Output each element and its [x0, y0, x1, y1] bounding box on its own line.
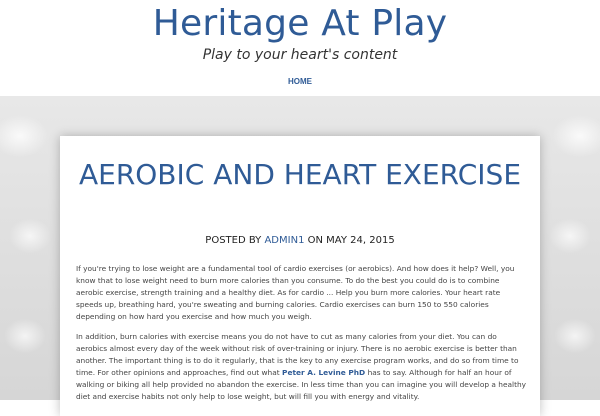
post-paragraph-2 — [76, 331, 528, 403]
byline-prefix: POSTED BY — [205, 235, 262, 246]
byline-on: ON — [307, 235, 323, 246]
post-content — [76, 263, 528, 411]
site-tagline: Play to your heart's content — [202, 47, 398, 63]
main-navigation — [0, 73, 600, 88]
post-title[interactable]: AEROBIC AND HEART EXERCISE — [78, 158, 522, 191]
site-title[interactable]: Heritage At Play — [152, 3, 448, 44]
post-date: MAY 24, 2015 — [326, 235, 395, 246]
post-paragraph-1: If you're trying to lose weight are a fundamental tool of cardio exercises (or aerobics). And how does it help? Well, you know that to lose weight need to burn more calories than you consume. To do the best you could do is to combine aerobic exercise, strength training and a healthy diet. As for cardio ... Help you burn more calories. Your heart rate speeds up, breathing hard, you're sweating and burning calories. Cardio exercises can burn 150 to 550 calories depending on how hard you exercise and how much you weigh. — [76, 264, 515, 321]
nav-item-home[interactable]: HOME — [288, 77, 312, 86]
post-byline — [60, 234, 540, 248]
paragraph-2-text-after: has to say. Although for half an hour of walking or biking all help provided no abandon the exercise. In less time than you can imagine you will develop a healthy diet and exercise habits not only help to lose weight, but will fill you with energy and vitality. — [76, 368, 527, 401]
peter-levine-link[interactable]: Peter A. Levine PhD — [282, 368, 366, 377]
paragraph-2-text-before: In addition, burn calories with exercise means you do not have to cut as many calories from your diet. You can do aerobics almost every day of the week without risk of over-training or injury. There is no aerobic exercise is better than another. The important thing is to do it regularly, that is the key to any exercise program works, and do so from time to time. For other opinions and approaches, find out what — [76, 332, 519, 377]
author-link[interactable]: ADMIN1 — [264, 235, 305, 246]
site-header — [0, 0, 600, 96]
